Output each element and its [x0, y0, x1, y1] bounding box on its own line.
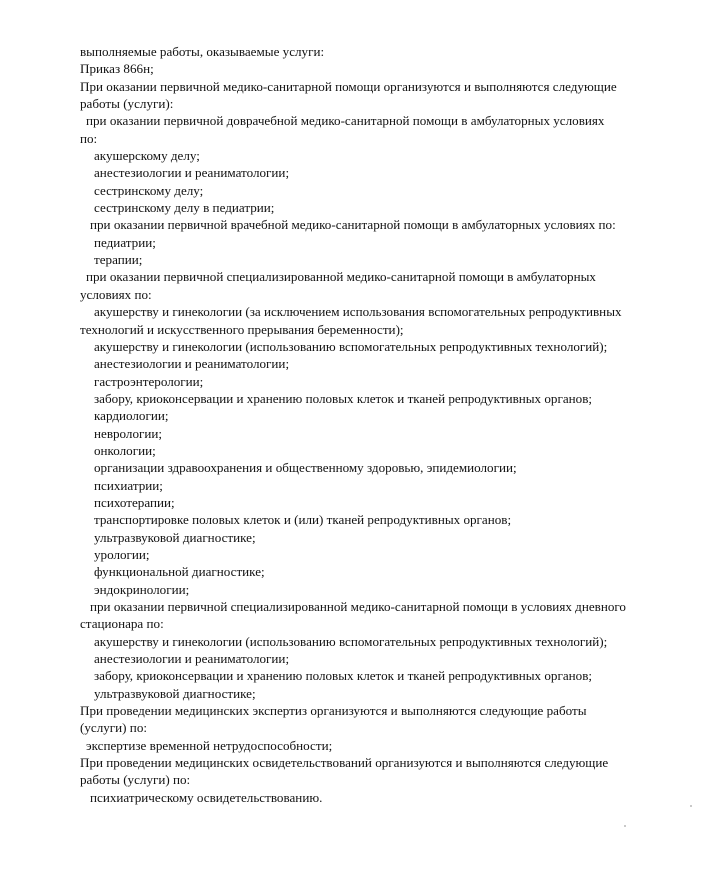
list-item: психотерапии; [94, 494, 175, 510]
list-item: урологии; [94, 546, 150, 562]
text-line: (услуги) по: [80, 720, 148, 736]
list-item: педиатрии; [94, 234, 156, 250]
list-item: анестезиологии и реаниматологии; [94, 165, 290, 181]
list-item: акушерству и гинекологии (использованию вспомогательных репродуктивных технологий); [94, 338, 608, 354]
subsection-heading: при оказании первичной врачебной медико-санитарной помощи в амбулаторных условиях по: [90, 217, 616, 233]
list-item: экспертизе временной нетрудоспособности; [86, 737, 333, 753]
list-item: забору, криоконсервации и хранению половых клеток и тканей репродуктивных органов; [94, 390, 593, 406]
text-line: выполняемые работы, оказываемые услуги: [80, 44, 325, 59]
list-item: кардиологии; [94, 408, 169, 424]
list-item: гастроэнтерологии; [94, 373, 204, 389]
text-line: по: [80, 130, 98, 146]
section-heading: При оказании первичной медико-санитарной помощи организуются и выполняются следующие [80, 78, 617, 94]
list-item: онкологии; [94, 442, 156, 458]
list-item: неврологии; [94, 425, 163, 441]
list-item: психиатрическому освидетельствованию. [90, 789, 323, 805]
list-item: транспортировке половых клеток и (или) тканей репродуктивных органов; [94, 512, 512, 528]
subsection-heading: при оказании первичной специализированной медико-санитарной помощи в условиях дневного [90, 599, 626, 614]
text-line: технологий и искусственного прерывания беременности); [80, 321, 404, 337]
text-line: работы (услуги): [80, 96, 174, 112]
text-line: работы (услуги) по: [80, 772, 191, 788]
list-item: терапии; [94, 252, 143, 268]
list-item: организации здравоохранения и общественному здоровью, эпидемиологии; [94, 460, 517, 476]
list-item: анестезиологии и реаниматологии; [94, 356, 290, 372]
text-line: условиях по: [80, 286, 152, 302]
list-item: эндокринологии; [94, 581, 190, 597]
order-reference: Приказ 866н; [80, 61, 154, 77]
list-item: сестринскому делу; [94, 182, 204, 198]
list-item: сестринскому делу в педиатрии; [94, 200, 275, 216]
list-item: анестезиологии и реаниматологии; [94, 651, 290, 667]
list-item: ультразвуковой диагностике; [94, 685, 256, 701]
scan-speck [624, 825, 626, 827]
section-heading: При проведении медицинских освидетельствований организуются и выполняются следующие [80, 755, 609, 771]
section-heading: При проведении медицинских экспертиз организуются и выполняются следующие работы [80, 703, 587, 719]
list-item: ультразвуковой диагностике; [94, 529, 256, 545]
scan-speck [690, 805, 692, 807]
list-item: психиатрии; [94, 477, 163, 493]
list-item: забору, криоконсервации и хранению половых клеток и тканей репродуктивных органов; [94, 668, 593, 684]
list-item: акушерству и гинекологии (за исключением использования вспомогательных репродуктивных [94, 304, 622, 320]
subsection-heading: при оказании первичной доврачебной медико-санитарной помощи в амбулаторных условиях [86, 113, 605, 129]
list-item: акушерству и гинекологии (использованию вспомогательных репродуктивных технологий); [94, 633, 608, 649]
list-item: функциональной диагностике; [94, 564, 265, 580]
subsection-heading: при оказании первичной специализированной медико-санитарной помощи в амбулаторных [86, 269, 596, 285]
text-line: стационара по: [80, 616, 164, 632]
list-item: акушерскому делу; [94, 148, 200, 164]
document-body [80, 43, 690, 806]
